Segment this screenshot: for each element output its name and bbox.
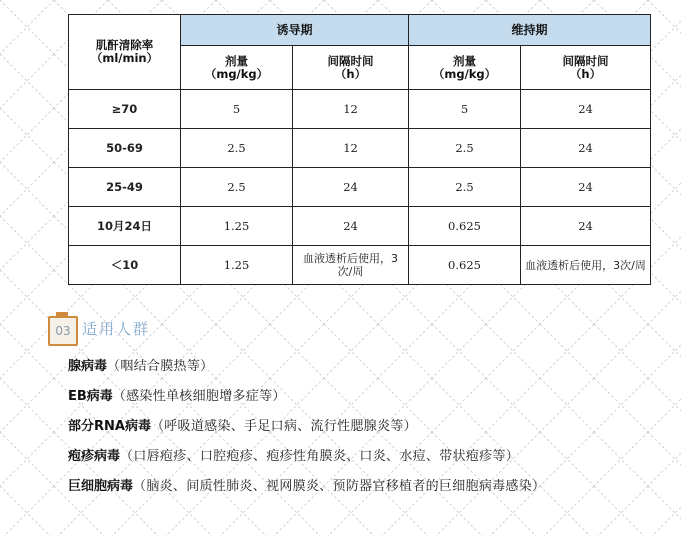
section-number-badge xyxy=(48,316,78,346)
section-number: 03 xyxy=(55,324,71,338)
table-cell: 2.5 xyxy=(409,129,521,168)
table-cell: 血液透析后使用，3次/周 xyxy=(293,246,409,285)
header-dose-unit: （mg/kg） xyxy=(432,66,497,81)
header-maintenance-phase: 维持期 xyxy=(409,15,651,46)
table-cell: 24 xyxy=(521,129,651,168)
item-desc: （咽结合膜热等） xyxy=(107,359,214,374)
item-desc: （口唇疱疹、口腔疱疹、疱疹性角膜炎、口炎、水痘、带状疱疹等） xyxy=(120,449,520,464)
table-cell: 5 xyxy=(181,90,293,129)
table-cell: 0.625 xyxy=(409,246,521,285)
table-cell: 0.625 xyxy=(409,207,521,246)
list-item xyxy=(68,352,658,382)
section-title: 适用人群 xyxy=(82,320,151,338)
header-dose-label: 剂量 xyxy=(453,53,477,68)
header-interval-unit: （h） xyxy=(569,66,602,81)
header-dose-label: 剂量 xyxy=(225,53,248,68)
header-dose-unit: （mg/kg） xyxy=(204,66,269,81)
table-cell: 24 xyxy=(521,168,651,207)
table-row xyxy=(69,90,651,129)
table-cell: 24 xyxy=(293,207,409,246)
header-interval xyxy=(293,46,409,90)
list-item xyxy=(68,412,658,442)
header-interval-label: 间隔时间 xyxy=(327,53,374,68)
table-cell: 24 xyxy=(521,207,651,246)
table-cell: 5 xyxy=(409,90,521,129)
header-dose xyxy=(409,46,521,90)
header-dose xyxy=(181,46,293,90)
list-item xyxy=(68,442,658,472)
table-cell: 12 xyxy=(293,90,409,129)
table-cell-clearance: 10月24日 xyxy=(69,207,181,246)
header-interval xyxy=(521,46,651,90)
header-creatinine-label: 肌酐清除率 xyxy=(95,38,154,52)
item-name: 部分RNA病毒 xyxy=(68,419,151,434)
applicable-population-list xyxy=(68,352,658,502)
header-creatinine-unit: （ml/min） xyxy=(90,51,159,65)
header-creatinine-clearance xyxy=(69,15,181,90)
header-induction-phase: 诱导期 xyxy=(181,15,409,46)
dosage-table xyxy=(68,14,651,285)
table-group-header-row xyxy=(69,15,651,46)
item-name: 腺病毒 xyxy=(68,359,108,374)
item-desc: （呼吸道感染、手足口病、流行性腮腺炎等） xyxy=(150,419,417,434)
list-item xyxy=(68,472,658,502)
table-cell: 24 xyxy=(293,168,409,207)
item-name: EB病毒 xyxy=(68,389,113,404)
table-cell: 2.5 xyxy=(181,129,293,168)
table-cell-clearance: ≥70 xyxy=(69,90,181,129)
table-cell-clearance: 50-69 xyxy=(69,129,181,168)
item-name: 巨细胞病毒 xyxy=(68,479,134,494)
table-cell-clearance: ＜10 xyxy=(69,246,181,285)
header-interval-label: 间隔时间 xyxy=(562,53,609,68)
header-interval-unit: （h） xyxy=(334,66,367,81)
table-row xyxy=(69,168,651,207)
item-desc: （脑炎、间质性肺炎、视网膜炎、预防器官移植者的巨细胞病毒感染） xyxy=(133,479,546,494)
item-desc: （感染性单核细胞增多症等） xyxy=(112,389,286,404)
table-cell: 12 xyxy=(293,129,409,168)
list-item xyxy=(68,382,658,412)
table-cell: 1.25 xyxy=(181,207,293,246)
table-cell-clearance: 25-49 xyxy=(69,168,181,207)
table-cell: 2.5 xyxy=(409,168,521,207)
table-row xyxy=(69,129,651,168)
table-cell: 24 xyxy=(521,90,651,129)
table-row xyxy=(69,246,651,285)
table-cell: 1.25 xyxy=(181,246,293,285)
clipboard-clip-icon xyxy=(56,312,68,317)
item-name: 疱疹病毒 xyxy=(68,449,121,464)
table-row xyxy=(69,207,651,246)
table-cell: 2.5 xyxy=(181,168,293,207)
table-cell: 血液透析后使用，3次/周 xyxy=(521,246,651,285)
